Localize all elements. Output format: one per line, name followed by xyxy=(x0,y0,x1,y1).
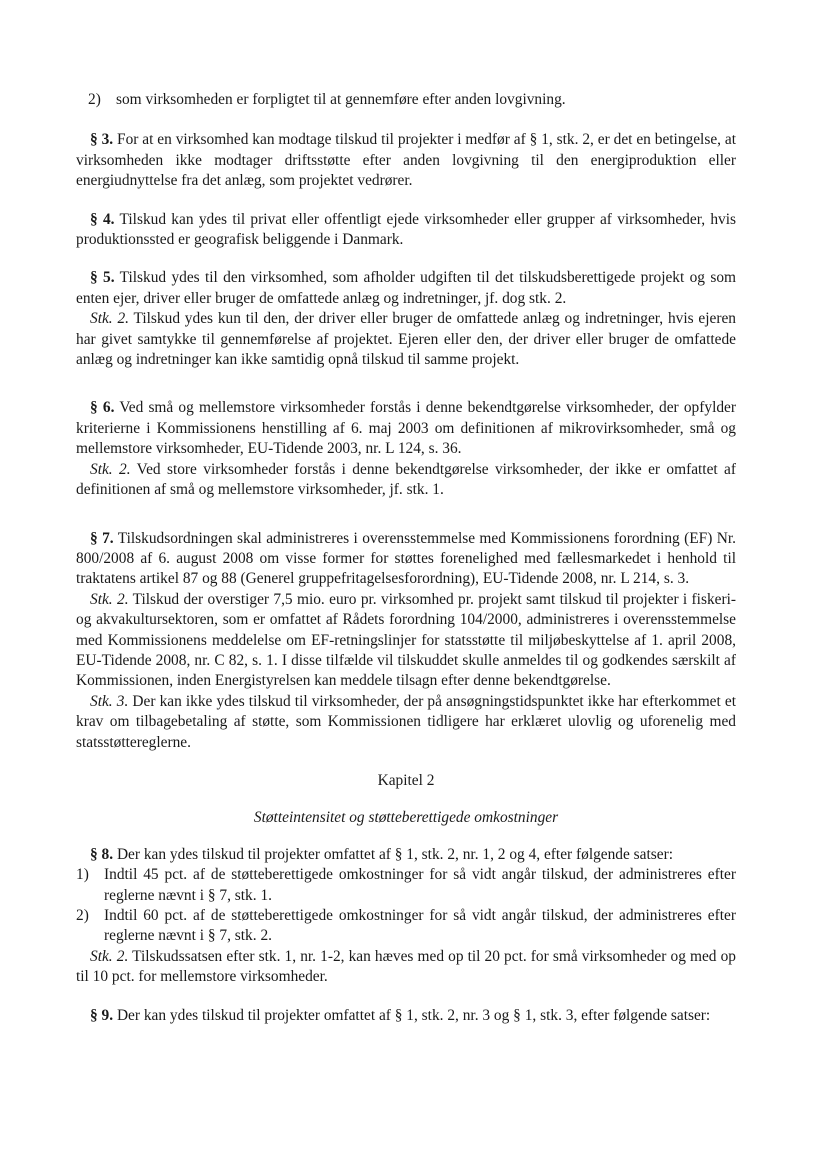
section-4-number: § 4. xyxy=(90,210,115,228)
list-text: Indtil 45 pct. af de støtteberettigede omkostninger for så vidt angår tilskud, der administreres efter reglerne nævnt i § 7, stk. 1. xyxy=(104,866,736,904)
section-3 xyxy=(76,130,736,191)
section-7-stk2-text: Tilskud der overstiger 7,5 mio. euro pr. virksomhed pr. projekt samt tilskud til projekter i fiskeri- og akvakultursektoren, som er omfattet af Rådets forordning 104/2000, administreres i overensstemmelse med Kommissionens meddelelse om EF-retningslinjer for statsstøtte til miljøbeskyttelse af 1. april 2008, EU-Tidende 2008, nr. C 82, s. 1. I disse tilfælde vil tilskuddet skulle anmeldes til og godkendes særskilt af Kommissionen, inden Energistyrelsen kan meddele tilsagn efter denne bekendtgørelse. xyxy=(76,590,737,690)
section-4 xyxy=(76,210,736,251)
list-item xyxy=(76,865,736,906)
section-6-text: Ved små og mellemstore virksomheder forstås i denne bekendtgørelse virksomheder, der opfylder kriterierne i Kommissionens henstilling af 6. maj 2003 om definitionen af mikrovirksomheder, små og mellemstore virksomheder, EU-Tidende 2003, nr. L 124, s. 36. xyxy=(76,399,736,458)
section-3-number: § 3. xyxy=(90,131,114,149)
section-8-number: § 8. xyxy=(90,845,114,863)
section-9-number: § 9. xyxy=(90,1006,114,1024)
list-text: som virksomheden er forpligtet til at gennemføre efter anden lovgivning. xyxy=(116,91,566,108)
section-5-number: § 5. xyxy=(90,269,115,287)
section-5-stk2-text: Tilskud ydes kun til den, der driver eller bruger de omfattede anlæg og indretninger, hvis ejeren har givet samtykke til gennemførelse af projektet. Ejeren eller den, der driver eller bruger de omfattede anlæg og indretninger kan ikke samtidig opnå tilskud til samme projekt. xyxy=(76,310,737,369)
section-8-text: Der kan ydes tilskud til projekter omfattet af § 1, stk. 2, nr. 1, 2 og 4, efter følgende satser: xyxy=(113,845,674,863)
list-text: Indtil 60 pct. af de støtteberettigede omkostninger for så vidt angår tilskud, der administreres efter reglerne nævnt i § 7, stk. 2. xyxy=(104,907,736,945)
document-page xyxy=(76,90,736,1026)
section-8 xyxy=(76,845,736,988)
section-6-stk2-text: Ved store virksomheder forstås i denne bekendtgørelse virksomheder, der ikke er omfattet af definitionen af små og mellemstore virksomheder, jf. stk. 1. xyxy=(76,460,737,499)
list-item xyxy=(76,906,736,947)
list-number: 1) xyxy=(76,866,89,884)
list-number: 2) xyxy=(88,91,101,108)
section-7-text: Tilskudsordningen skal administreres i overensstemmelse med Kommissionens forordning (EF) Nr. 800/2008 af 6. august 2008 om visse former for støttes forenelighed med fællesmarkedet i henhold til traktatens artikel 87 og 88 (Generel gruppefritagelsesforordning), EU-Tidende 2008, nr. L 214, s. 3. xyxy=(76,529,736,588)
section-5-stk2-label: Stk. 2. xyxy=(90,310,129,328)
section-8-stk2-text: Tilskudssatsen efter stk. 1, nr. 1-2, kan hæves med op til 20 pct. for små virksomheder og med op til 10 pct. for mellemstore virksomheder. xyxy=(76,947,736,986)
list-item-2 xyxy=(76,90,736,110)
section-7-stk3-label: Stk. 3. xyxy=(90,692,129,710)
section-7 xyxy=(76,529,736,753)
section-6-number: § 6. xyxy=(90,399,115,417)
section-3-text: For at en virksomhed kan modtage tilskud til projekter i medfør af § 1, stk. 2, er det en betingelse, at virksomheden ikke modtager driftsstøtte efter anden lovgivning til den energiproduktion eller energiudnyttelse fra det anlæg, som projektet vedrører. xyxy=(76,131,736,190)
section-7-stk3-text: Der kan ikke ydes tilskud til virksomheder, der på ansøgningstidspunktet ikke har efterkommet et krav om tilbagebetaling af støtte, som Kommissionen tidligere har erklæret ulovlig og uforenelig med statsstøttereglerne. xyxy=(76,692,736,751)
chapter-label: Kapitel 2 xyxy=(377,771,435,789)
section-5 xyxy=(76,268,736,370)
section-5-text: Tilskud ydes til den virksomhed, som afholder udgiften til det tilskudsberettigede projekt og som enten ejer, driver eller bruger de omfattede anlæg og indretninger, jf. dog stk. 2. xyxy=(76,269,736,307)
section-4-text: Tilskud kan ydes til privat eller offentligt ejede virksomheder eller grupper af virksomheder, hvis produktionssted er geografisk beliggende i Danmark. xyxy=(76,210,736,249)
section-9 xyxy=(76,1006,736,1026)
list-number: 2) xyxy=(76,907,89,924)
section-7-stk2-label: Stk. 2. xyxy=(90,590,129,608)
section-8-stk2-label: Stk. 2. xyxy=(90,947,129,965)
section-6-stk2-label: Stk. 2. xyxy=(90,460,131,478)
section-9-text: Der kan ydes tilskud til projekter omfattet af § 1, stk. 2, nr. 3 og § 1, stk. 3, efter følgende satser: xyxy=(113,1006,711,1024)
section-6 xyxy=(76,398,736,500)
chapter-heading: Støtteintensitet og støtteberettigede omkostninger xyxy=(253,809,559,827)
section-7-number: § 7. xyxy=(90,529,114,547)
